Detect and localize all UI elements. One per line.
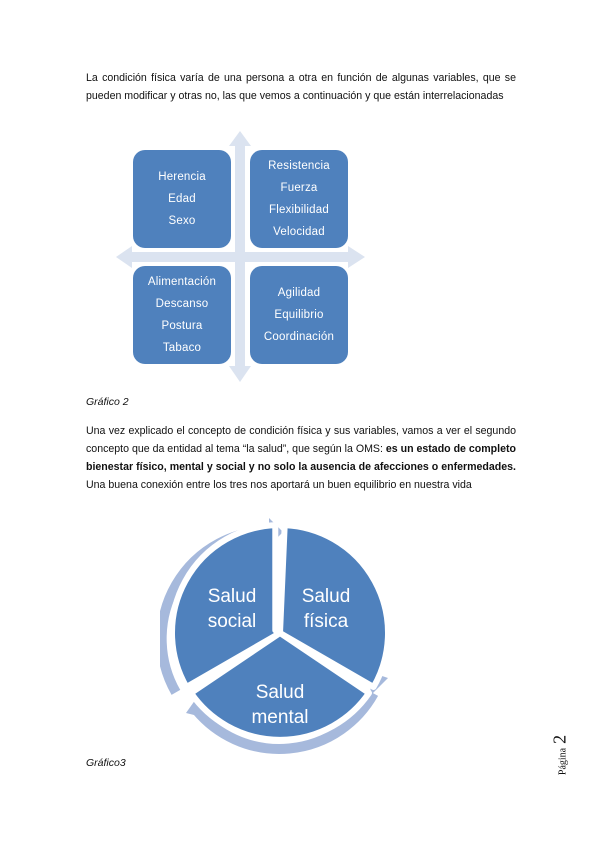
quad-item: Descanso bbox=[155, 298, 209, 310]
quad-item: Fuerza bbox=[280, 182, 318, 194]
page-number bbox=[540, 725, 580, 785]
oms-definition: es un estado de completo bienestar físico, mental y social y no solo la ausencia de afecciones o enfermedades. bbox=[86, 443, 516, 473]
intro-paragraph: La condición física varía de una persona a otra en función de algunas variables, que se pueden modificar y otras no, las que vemos a continuación y que están interrelacionadas bbox=[86, 72, 516, 102]
label-salud-fisica bbox=[291, 584, 361, 634]
box-alimentacion bbox=[133, 266, 231, 364]
box-resistencia bbox=[250, 150, 348, 248]
quad-item: Alimentación bbox=[147, 276, 217, 288]
quad-item: Agilidad bbox=[277, 287, 321, 299]
quad-item: Velocidad bbox=[273, 226, 325, 238]
box-herencia bbox=[133, 150, 231, 248]
box-agilidad bbox=[250, 266, 348, 364]
quad-item: Edad bbox=[168, 193, 196, 205]
quad-item: Coordinación bbox=[263, 331, 335, 343]
caption-grafico-3: Gráfico3 bbox=[86, 757, 126, 769]
page-word: Página bbox=[557, 747, 569, 776]
health-paragraph bbox=[86, 422, 516, 494]
quad-item: Resistencia bbox=[268, 160, 330, 172]
health-text: Una vez explicado el concepto de condición física y sus variables, vamos a ver el segundo concepto que da entidad al tema “la salud”, que según la OMS: bbox=[86, 425, 516, 455]
label-line: mental bbox=[251, 707, 309, 728]
quad-item: Equilibrio bbox=[274, 309, 324, 321]
label-salud-social bbox=[197, 584, 267, 634]
quad-item: Herencia bbox=[158, 171, 206, 183]
label-line: Salud bbox=[255, 682, 305, 703]
page-number-value: 2 bbox=[549, 734, 570, 744]
label-line: Salud bbox=[301, 586, 351, 607]
quad-item: Flexibilidad bbox=[269, 204, 329, 216]
quad-item: Sexo bbox=[168, 215, 196, 227]
quad-item: Tabaco bbox=[162, 342, 202, 354]
label-line: física bbox=[303, 611, 349, 632]
health-text-end: Una buena conexión entre los tres nos aportará un buen equilibrio en nuestra vida bbox=[86, 479, 472, 491]
caption-grafico-2: Gráfico 2 bbox=[86, 396, 129, 408]
quad-item: Postura bbox=[161, 320, 203, 332]
label-line: social bbox=[207, 611, 257, 632]
label-salud-mental bbox=[244, 680, 316, 730]
label-line: Salud bbox=[207, 586, 257, 607]
